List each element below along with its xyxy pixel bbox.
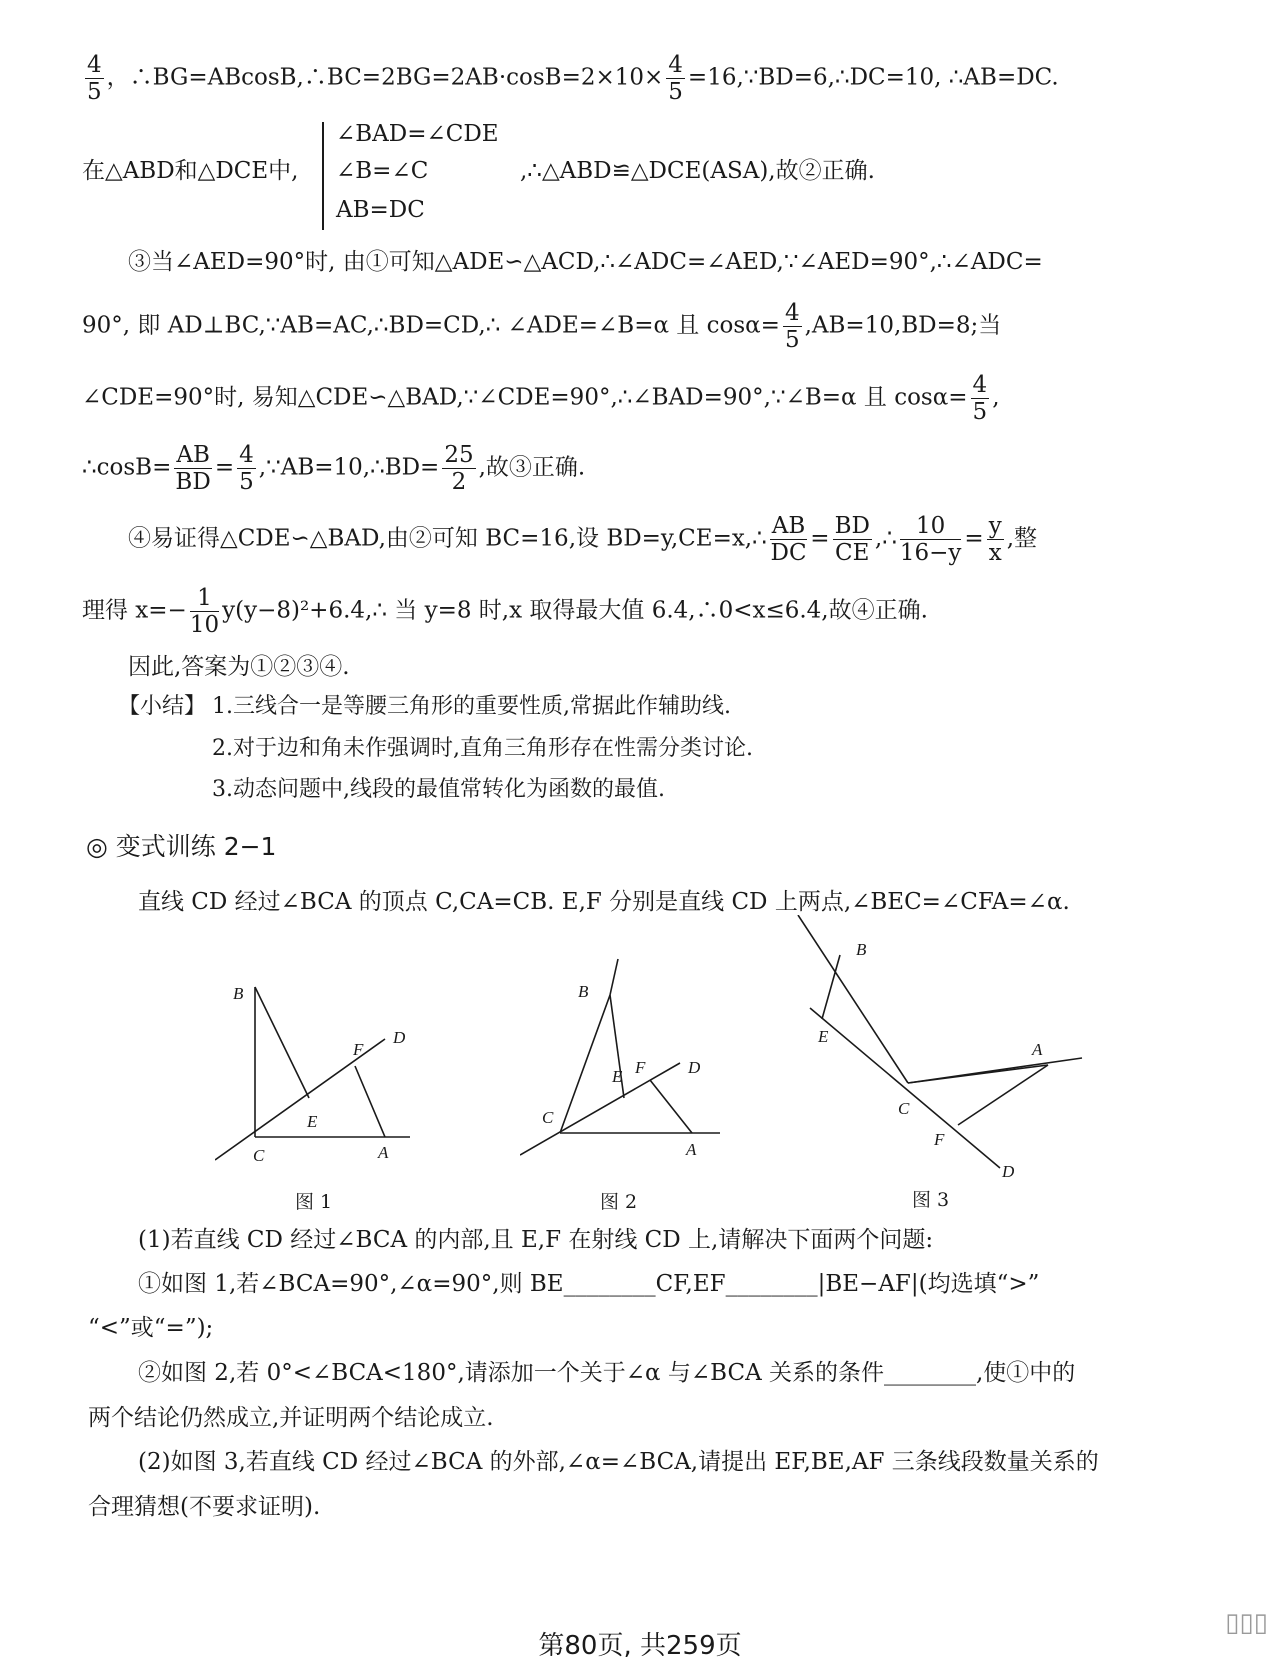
fraction: $\frac{4}{5}$ — [87, 52, 102, 105]
corner-mark: ▯▯▯ — [1225, 1608, 1268, 1638]
fraction: $\frac{BD}{CE}$ — [834, 513, 870, 566]
label-d: D — [688, 1058, 701, 1077]
fraction: $\frac{AB}{BD}$ — [175, 442, 211, 495]
figure-1 — [215, 965, 425, 1175]
question-1a: ①如图 1,若∠BCA=90°,∠α=90°,则 BE________CF,EF________|BE−AF|(均选填“>” — [138, 1271, 1040, 1297]
label-d: D — [393, 1028, 406, 1047]
fraction: $\frac{4}{5}$ — [972, 372, 988, 425]
question-2: (2)如图 3,若直线 CD 经过∠BCA 的外部,∠α=∠BCA,请提出 EF,BE,AF 三条线段数量关系的 — [138, 1449, 1099, 1475]
fraction: $\frac{25}{2}$ — [444, 442, 474, 495]
section-title: ◎ 变式训练 2−1 — [86, 832, 277, 861]
label-c: C — [542, 1108, 554, 1127]
congruence-prefix: 在△ABD和△DCE中, — [82, 158, 299, 184]
question-2-cont: 合理猜想(不要求证明). — [88, 1494, 321, 1520]
label-f: F — [934, 1130, 945, 1149]
label-c: C — [253, 1146, 265, 1165]
solution-line-4: 90°, 即 AD⊥BC,∵AB=AC,∴BD=CD,∴ ∠ADE=∠B=α 且 cosα= $\frac{4}{5}$ ,AB=10,BD=8;当 — [82, 300, 1002, 353]
question-1: (1)若直线 CD 经过∠BCA 的内部,且 E,F 在射线 CD 上,请解决下面两个问题: — [138, 1227, 934, 1253]
figure-2 — [520, 955, 730, 1170]
answer-line: 因此,答案为①②③④. — [128, 654, 350, 680]
label-b: B — [856, 940, 867, 959]
solution-line-3: ③当∠AED=90°时, 由①可知△ADE∽△ACD,∴∠ADC=∠AED,∵∠AED=90°,∴∠ADC= — [128, 249, 1043, 275]
figure-1-caption: 图 1 — [295, 1191, 333, 1213]
label-e: E — [307, 1112, 318, 1131]
question-1b-cont: 两个结论仍然成立,并证明两个结论成立. — [88, 1405, 494, 1431]
summary-label: 【小结】 — [118, 694, 207, 719]
fraction: $\frac{AB}{DC}$ — [770, 513, 807, 566]
figure-3-caption: 图 3 — [912, 1189, 950, 1211]
brace-condition-1: ∠BAD=∠CDE — [336, 121, 499, 147]
label-e: E — [818, 1027, 829, 1046]
fraction: $\frac{4}{5}$ — [784, 300, 800, 353]
solution-line-7: ④易证得△CDE∽△BAD,由②可知 BC=16,设 BD=y,CE=x,∴ $\frac{AB}{DC}$ = $\frac{BD}{CE}$ ,∴ $\frac{10}{16-y}$ = $\frac{y}{x}$ ,整 — [128, 513, 1037, 566]
label-b: B — [578, 982, 589, 1001]
label-e: E — [612, 1067, 623, 1086]
label-a: A — [686, 1140, 697, 1159]
label-f: F — [353, 1040, 364, 1059]
summary-item-2: 2.对于边和角未作强调时,直角三角形存在性需分类讨论. — [212, 736, 753, 761]
label-f: F — [635, 1058, 646, 1077]
figure-3 — [790, 915, 1090, 1185]
question-1a-cont: “<”或“=”); — [88, 1315, 214, 1341]
label-b: B — [233, 984, 244, 1003]
label-d: D — [1002, 1162, 1015, 1181]
label-c: C — [898, 1099, 910, 1118]
summary-item-3: 3.动态问题中,线段的最值常转化为函数的最值. — [212, 777, 665, 802]
figure-2-caption: 图 2 — [600, 1191, 638, 1213]
page-number: 第80页, 共259页 — [538, 1631, 742, 1661]
solution-line-5: ∠CDE=90°时, 易知△CDE∽△BAD,∵∠CDE=90°,∴∠BAD=90°,∵∠B=α 且 cosα= $\frac{4}{5}$ , — [82, 372, 1000, 425]
solution-line-8: 理得 x=− $\frac{1}{10}$ y(y−8)²+6.4,∴ 当 y=8 时,x 取得最大值 6.4,∴0<x≤6.4,故④正确. — [82, 585, 928, 638]
solution-line-1: $\frac{4}{5}$ ，∴BG=ABcosB,∴BC=2BG=2AB·cosB=2×10× $\frac{4}{5}$ =16,∵BD=6,∴DC=10, ∴AB=DC. — [87, 52, 1059, 105]
label-a: A — [1032, 1040, 1043, 1059]
brace-condition-3: AB=DC — [336, 197, 425, 223]
fraction: $\frac{4}{5}$ — [668, 52, 683, 105]
fraction: $\frac{1}{10}$ — [189, 585, 220, 638]
fraction: $\frac{y}{x}$ — [988, 513, 1002, 566]
fraction: $\frac{10}{16-y}$ — [899, 513, 962, 566]
brace-condition-2: ∠B=∠C — [336, 158, 429, 184]
question-1b: ②如图 2,若 0°<∠BCA<180°,请添加一个关于∠α 与∠BCA 关系的条件________,使①中的 — [138, 1360, 1076, 1386]
summary-item-1: 1.三线合一是等腰三角形的重要性质,常据此作辅助线. — [212, 694, 731, 719]
label-a: A — [378, 1143, 389, 1162]
system-brace — [322, 122, 324, 230]
problem-statement: 直线 CD 经过∠BCA 的顶点 C,CA=CB. E,F 分别是直线 CD 上两点,∠BEC=∠CFA=∠α. — [138, 889, 1070, 915]
fraction: $\frac{4}{5}$ — [239, 442, 254, 495]
solution-line-6: ∴cosB= $\frac{AB}{BD}$ = $\frac{4}{5}$ ,∵AB=10,∴BD= $\frac{25}{2}$ ,故③正确. — [82, 442, 586, 495]
congruence-suffix: ,∴△ABD≌△DCE(ASA),故②正确. — [520, 158, 875, 184]
